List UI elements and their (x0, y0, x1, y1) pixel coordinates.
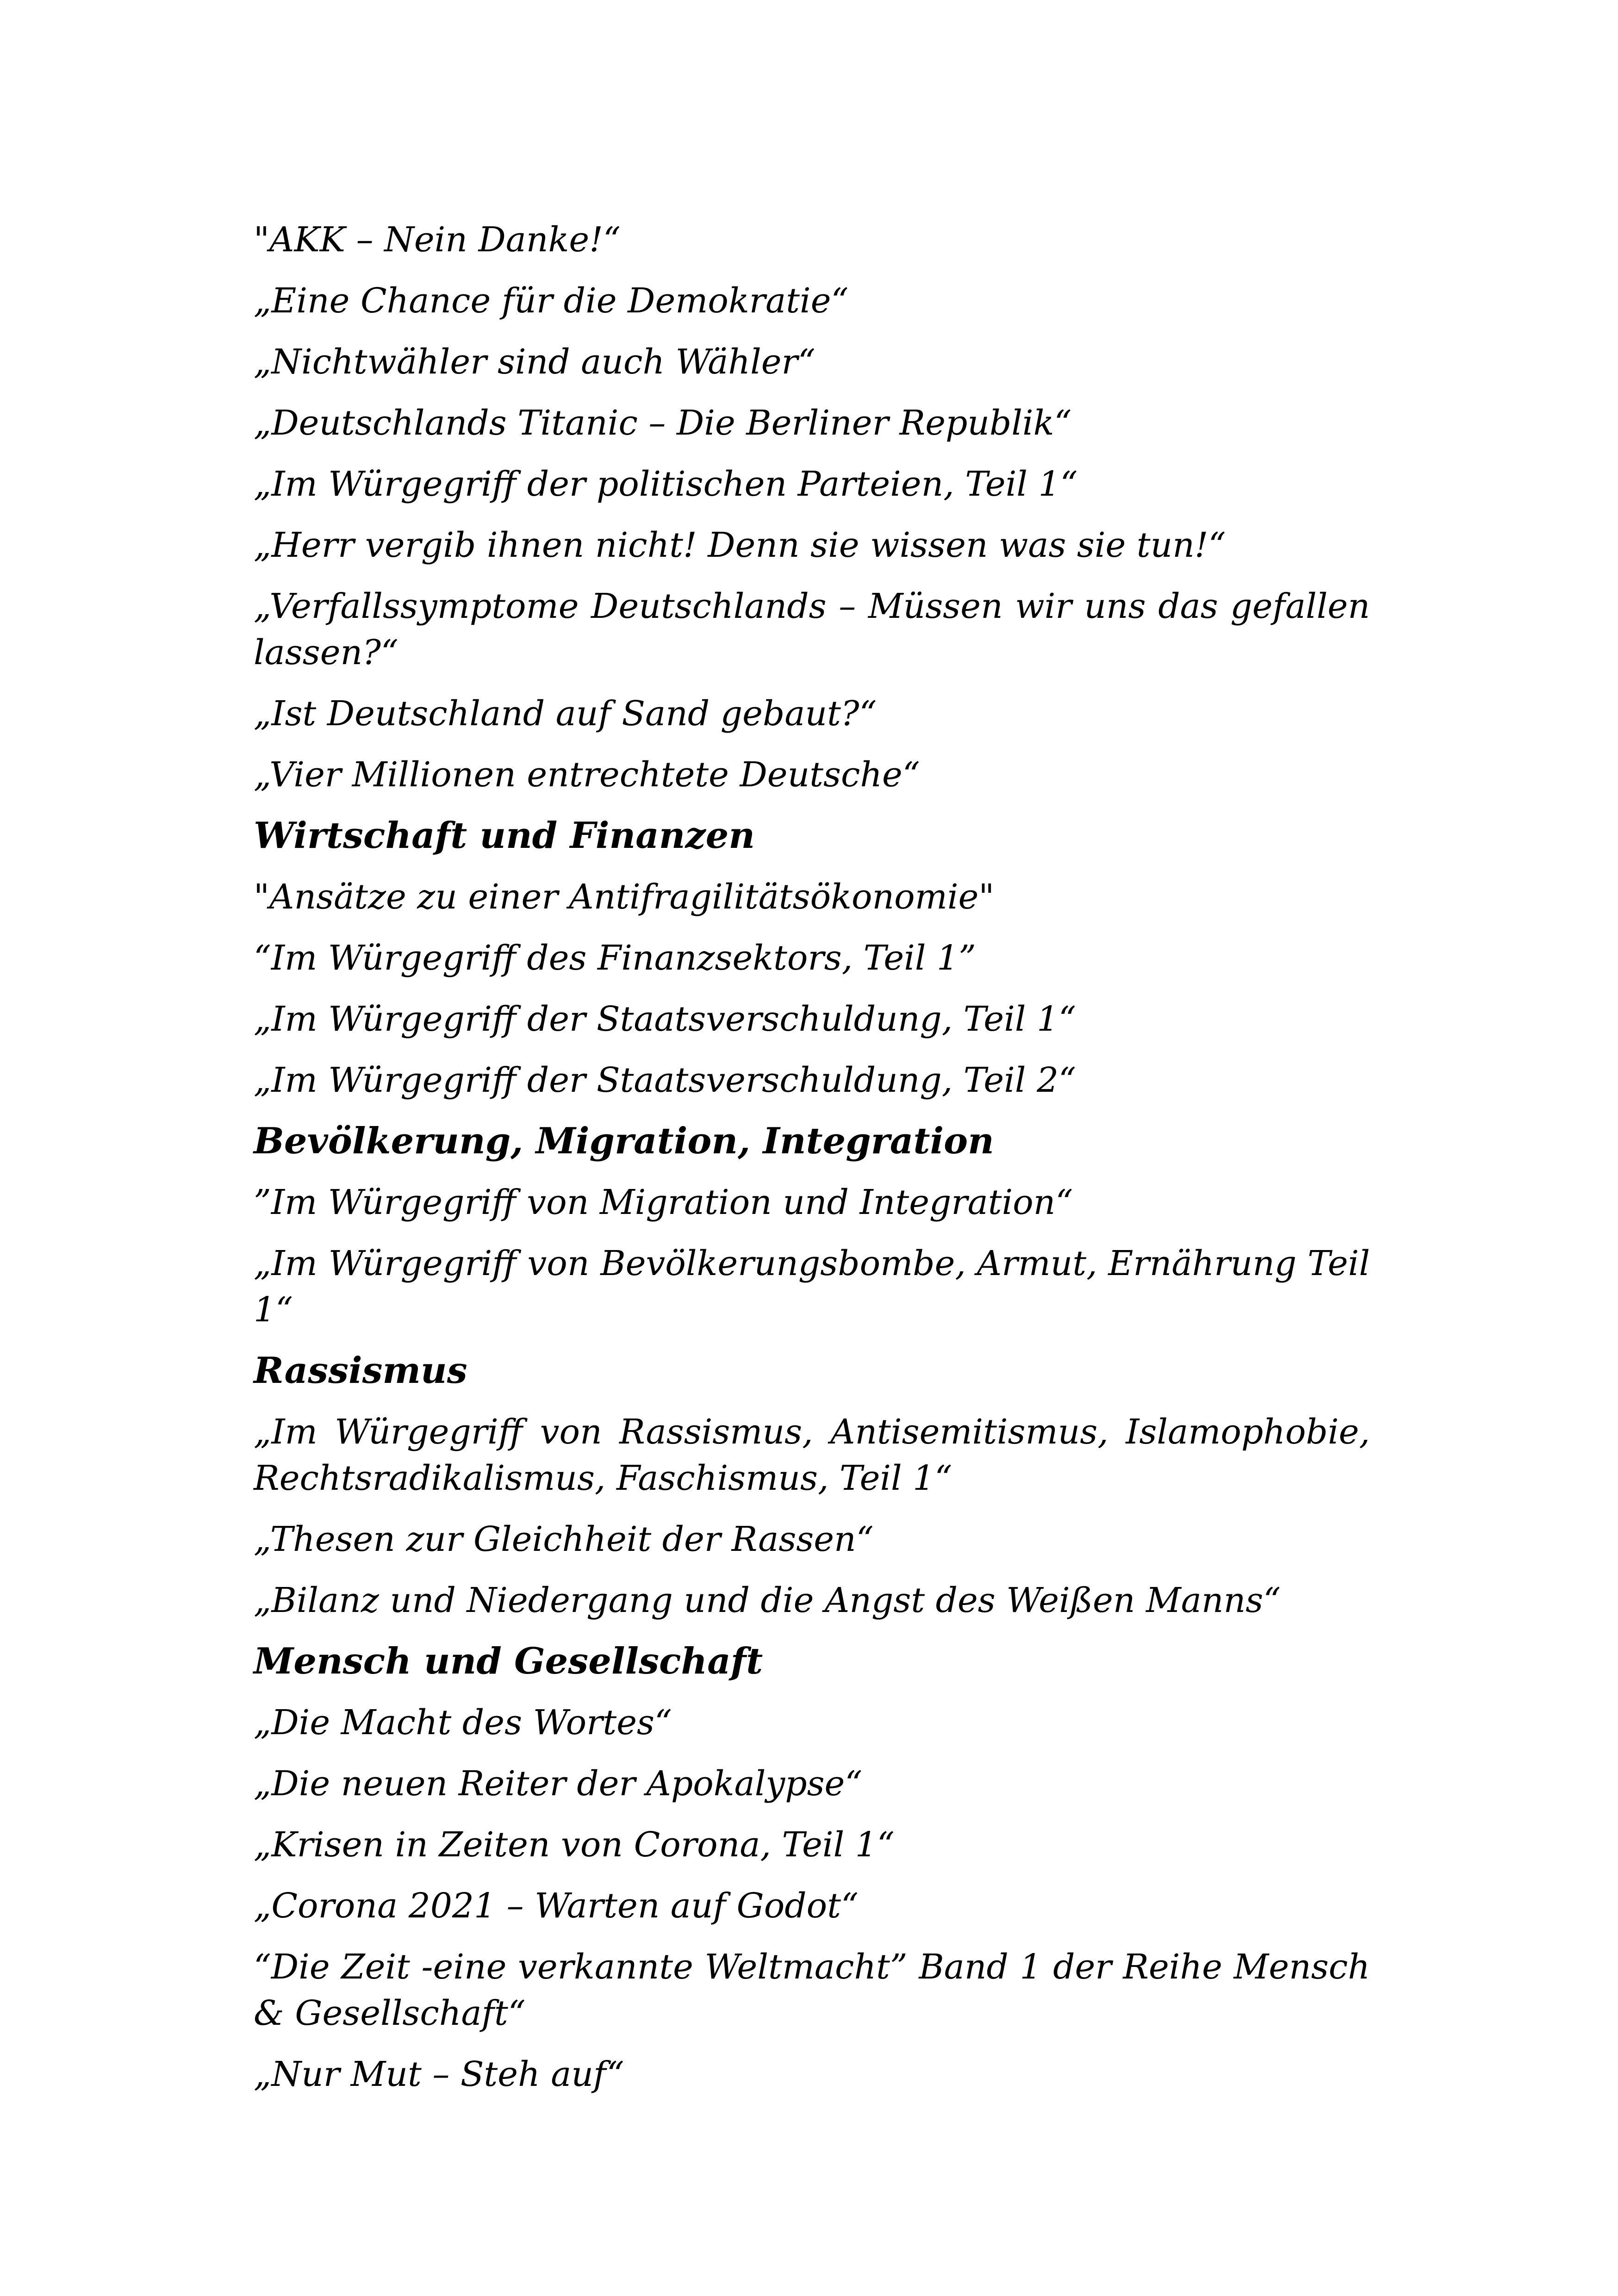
list-item: „Die neuen Reiter der Apokalypse“ (254, 1764, 863, 1804)
list-item: „Eine Chance für die Demokratie“ (254, 281, 849, 321)
list-item: „Thesen zur Gleichheit der Rassen“ (254, 1519, 874, 1559)
list-item: ”Im Würgegriff von Migration und Integration“ (254, 1182, 1073, 1222)
list-item: „Corona 2021 – Warten auf Godot“ (254, 1886, 859, 1926)
list-item: „Nur Mut – Steh auf“ (254, 2054, 624, 2094)
title-list (254, 217, 1370, 2112)
list-item: „Deutschlands Titanic – Die Berliner Republik“ (254, 403, 1072, 443)
list-item: “Die Zeit -eine verkannte Weltmacht” Band 1 der Reihe Mensch & Gesellschaft“ (254, 1947, 1370, 2033)
list-item: „Im Würgegriff der Staatsverschuldung, Teil 2“ (254, 1060, 1076, 1100)
list-item: „Krisen in Zeiten von Corona, Teil 1“ (254, 1825, 895, 1865)
list-item: „Herr vergib ihnen nicht! Denn sie wissen was sie tun!“ (254, 525, 1226, 565)
list-item: „Die Macht des Wortes“ (254, 1703, 672, 1742)
list-item: "Ansätze zu einer Antifragilitätsökonomie" (254, 877, 995, 917)
list-item: „Nichtwähler sind auch Wähler“ (254, 342, 815, 382)
section-heading: Wirtschaft und Finanzen (254, 815, 755, 857)
list-item: „Vier Millionen entrechtete Deutsche“ (254, 755, 920, 795)
list-item: "AKK – Nein Danke!“ (254, 220, 621, 260)
section-heading: Bevölkerung, Migration, Integration (254, 1120, 994, 1162)
list-item: „Ist Deutschland auf Sand gebaut?“ (254, 694, 877, 734)
list-item: „Im Würgegriff von Bevölkerungsbombe, Armut, Ernährung Teil 1“ (254, 1244, 1370, 1330)
section-heading: Mensch und Gesellschaft (254, 1640, 763, 1682)
list-item: „Bilanz und Niedergang und die Angst des Weißen Manns“ (254, 1580, 1281, 1620)
list-item: „Im Würgegriff der politischen Parteien, Teil 1“ (254, 464, 1078, 504)
list-item: “Im Würgegriff des Finanzsektors, Teil 1” (254, 938, 976, 978)
list-item: „Verfallssymptome Deutschlands – Müssen wir uns das gefallen lassen?“ (254, 586, 1370, 672)
section-heading: Rassismus (254, 1350, 467, 1392)
list-item: „Im Würgegriff von Rassismus, Antisemitismus, Islamophobie, Rechtsradikalismus, Faschismus, Teil 1“ (254, 1412, 1370, 1498)
list-item: „Im Würgegriff der Staatsverschuldung, Teil 1“ (254, 999, 1076, 1039)
